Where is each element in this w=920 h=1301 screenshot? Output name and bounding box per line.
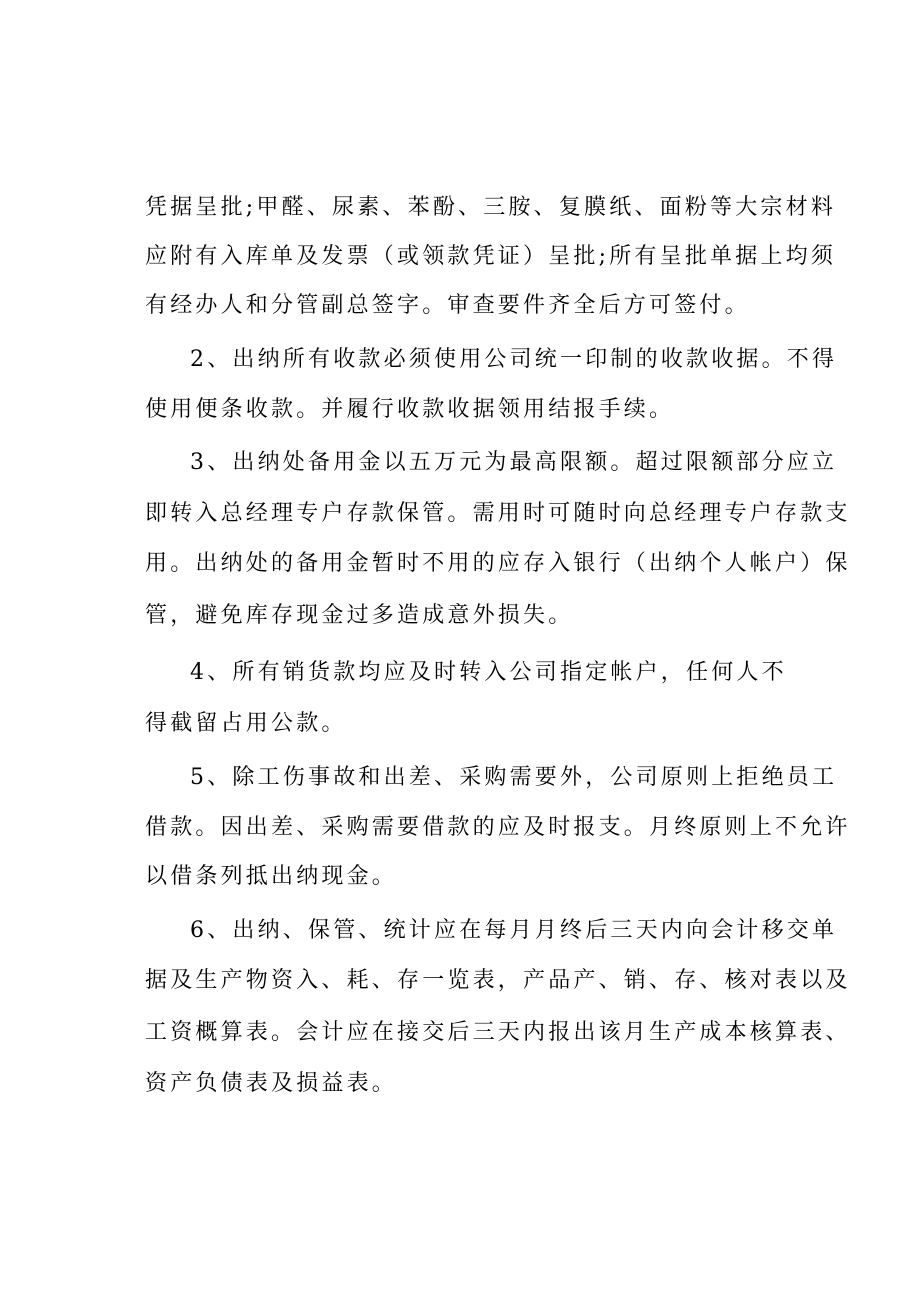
paragraph-line: 借款。因出差、采购需要借款的应及时报支。月终原则上不允许 — [145, 815, 851, 840]
paragraph-line: 资产负债表及损益表。 — [145, 1071, 398, 1096]
paragraph-line: 应附有入库单及发票（或领款凭证）呈批;所有呈批单据上均须 — [145, 244, 837, 269]
paragraph-line: 6、出纳、保管、统计应在每月月终后三天内向会计移交单 — [190, 918, 838, 943]
paragraph-line: 用。出纳处的备用金暂时不用的应存入银行（出纳个人帐户）保 — [145, 551, 851, 576]
paragraph-line: 得截留占用公款。 — [145, 711, 347, 736]
paragraph-line: 有经办人和分管副总签字。审查要件齐全后方可签付。 — [145, 293, 750, 318]
paragraph-line: 凭据呈批;甲醛、尿素、苯酚、三胺、复膜纸、面粉等大宗材料 — [145, 195, 837, 220]
paragraph-line: 以借条列抵出纳现金。 — [145, 864, 398, 889]
paragraph-line: 2、出纳所有收款必须使用公司统一印制的收款收据。不得 — [190, 347, 838, 372]
paragraph-line: 工资概算表。会计应在接交后三天内报出该月生产成本核算表、 — [145, 1020, 851, 1045]
paragraph-line: 3、出纳处备用金以五万元为最高限额。超过限额部分应立 — [190, 450, 838, 475]
paragraph-line: 5、除工伤事故和出差、采购需要外，公司原则上拒绝员工 — [190, 765, 838, 790]
paragraph-line: 使用便条收款。并履行收款收据领用结报手续。 — [145, 397, 675, 422]
paragraph-line: 据及生产物资入、耗、存一览表，产品产、销、存、核对表以及 — [145, 968, 851, 993]
paragraph-line: 管，避免库存现金过多造成意外损失。 — [145, 603, 574, 628]
paragraph-line: 4、所有销货款均应及时转入公司指定帐户，任何人不 — [190, 660, 787, 685]
paragraph-line: 即转入总经理专户存款保管。需用时可随时向总经理专户存款支 — [145, 501, 851, 526]
